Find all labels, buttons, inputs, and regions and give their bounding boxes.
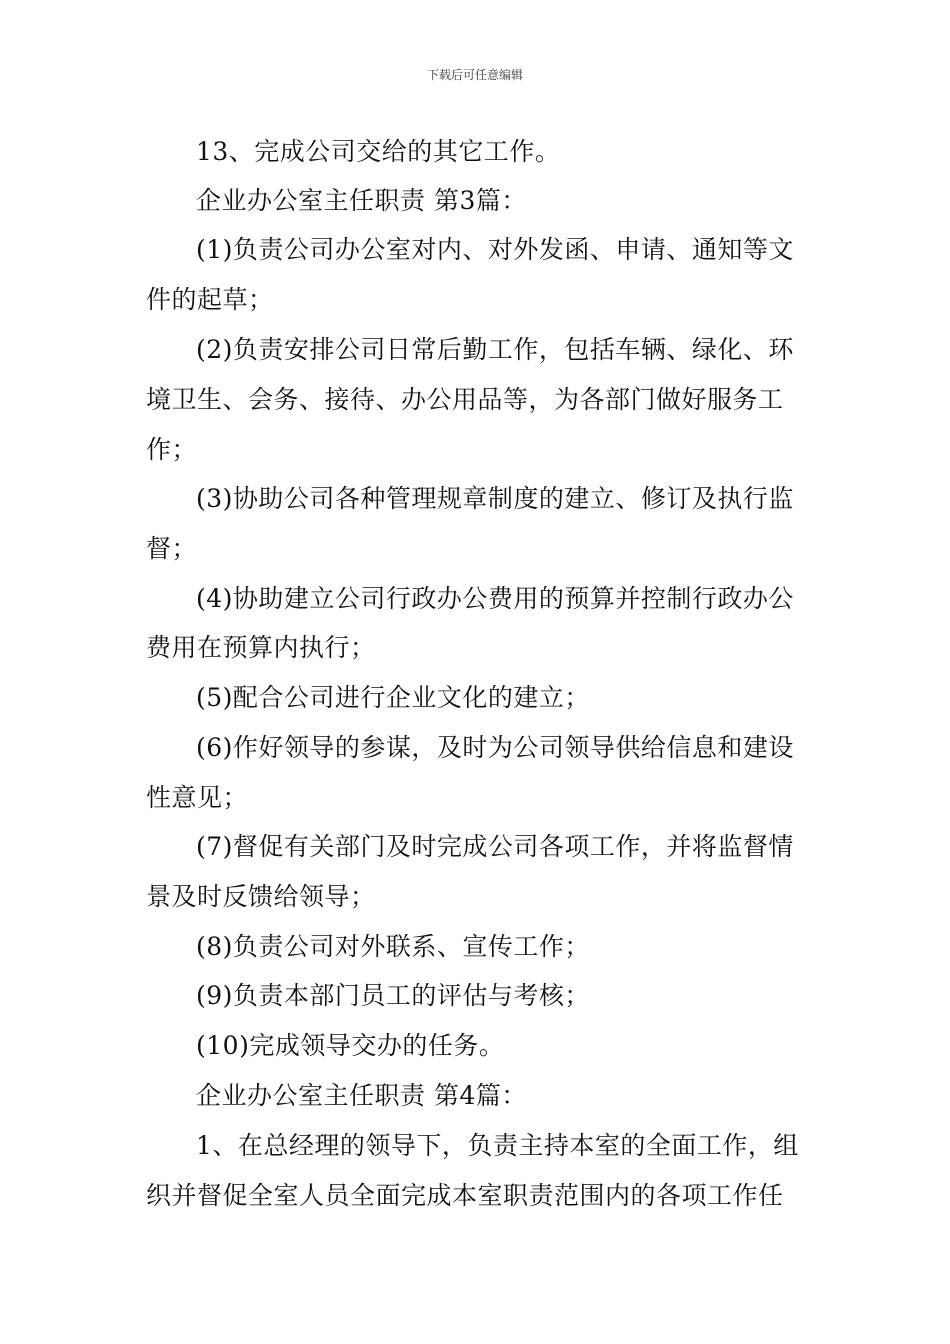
text-line: (9)负责本部门员工的评估与考核； (196, 981, 590, 1010)
text-line: (4)协助建立公司行政办公费用的预算并控制行政办公 (196, 584, 794, 613)
text-line: 费用在预算内执行； (146, 633, 376, 662)
text-line: (5)配合公司进行企业文化的建立； (196, 683, 590, 712)
text-line: (10)完成领导交办的任务。 (196, 1031, 505, 1060)
text-line: 1、在总经理的领导下，负责主持本室的全面工作，组 (196, 1131, 799, 1160)
text-line: 织并督促全室人员全面完成本室职责范围内的各项工作任 (146, 1181, 784, 1210)
text-line: 件的起草； (146, 285, 274, 314)
text-line: 13、完成公司交给的其它工作。 (196, 137, 561, 166)
section-heading: 企业办公室主任职责 第3篇： (196, 186, 527, 215)
text-line: 景及时反馈给领导； (146, 882, 376, 911)
text-line: 境卫生、会务、接待、办公用品等，为各部门做好服务工 (146, 385, 784, 414)
text-line: (7)督促有关部门及时完成公司各项工作，并将监督情 (196, 832, 794, 861)
text-line: 督； (146, 534, 198, 563)
text-line: 作； (146, 435, 198, 464)
page-header-note: 下载后可任意编辑 (426, 68, 523, 82)
text-line: 性意见； (146, 783, 249, 812)
text-line: (1)负责公司办公室对内、对外发函、申请、通知等文 (196, 235, 794, 264)
text-line: (6)作好领导的参谋，及时为公司领导供给信息和建设 (196, 733, 794, 762)
section-heading: 企业办公室主任职责 第4篇： (196, 1081, 527, 1110)
text-line: (3)协助公司各种管理规章制度的建立、修订及执行监 (196, 484, 794, 513)
text-line: (2)负责安排公司日常后勤工作，包括车辆、绿化、环 (196, 335, 794, 364)
text-line: (8)负责公司对外联系、宣传工作； (196, 932, 590, 961)
